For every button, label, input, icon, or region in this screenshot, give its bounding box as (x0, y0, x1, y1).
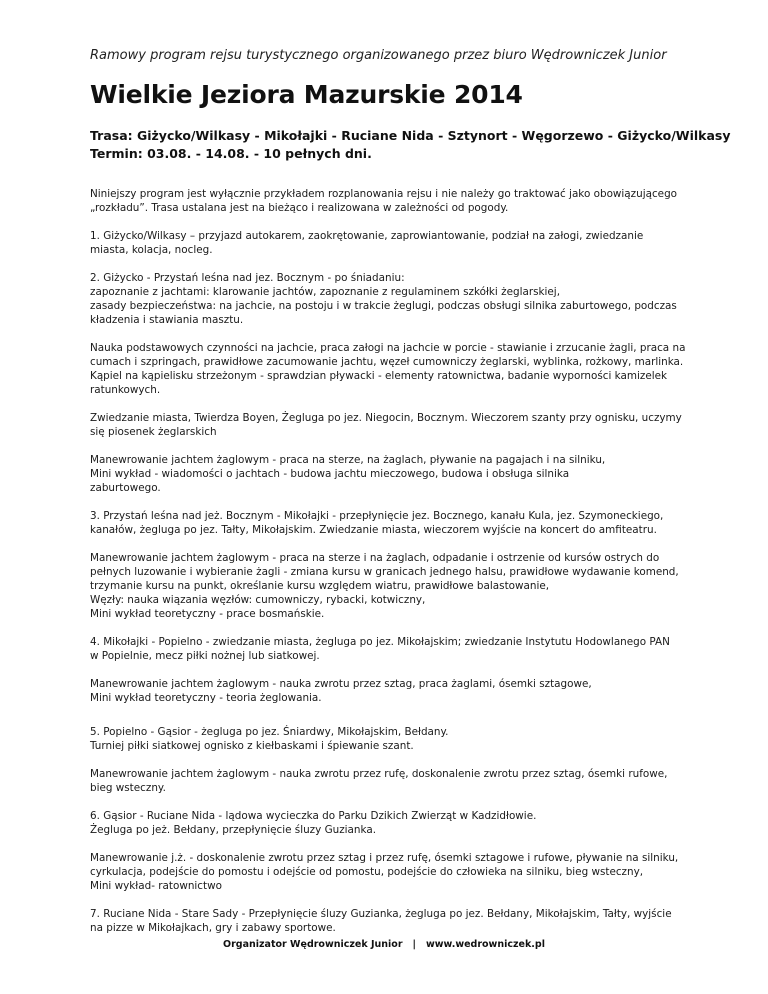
paragraph-line: się piosenek żeglarskich (90, 426, 217, 438)
paragraph (90, 851, 690, 893)
paragraph (90, 809, 690, 837)
paragraph-line: Mini wykład - wiadomości o jachtach - budowa jachtu mieczowego, budowa i obsługa silnika (90, 468, 570, 480)
paragraph-line: zapoznanie z jachtami: klarowanie jachtów, zapoznanie z regulaminem szkółki żeglarskiej, (90, 286, 560, 298)
paragraph-line: Mini wykład teoretyczny - prace bosmańskie. (90, 608, 325, 620)
paragraph-line: kanałów, żegluga po jez. Tałty, Mikołajskim. Zwiedzanie miasta, wieczorem wyjście na koncert do amfiteatru. (90, 524, 657, 536)
route-line: Trasa: Giżycko/Wilkasy - Mikołajki - Ruciane Nida - Sztynort - Węgorzewo - Giżycko/Wilkasy (90, 128, 731, 143)
paragraph (90, 677, 690, 705)
program-body (90, 187, 690, 935)
paragraph-line: Manewrowanie j.ż. - doskonalenie zwrotu przez sztag i przez rufę, ósemki sztagowe i rufowe, pływanie na silniku, (90, 852, 679, 864)
paragraph-line: pełnych luzowanie i wybieranie żagli - zmiana kursu w granicach jednego halsu, prawidłowe wydawanie komend, (90, 566, 679, 578)
paragraph-line: na pizze w Mikołajkach, gry i zabawy sportowe. (90, 922, 336, 934)
document-subtitle: Ramowy program rejsu turystycznego organizowanego przez biuro Wędrowniczek Junior (90, 48, 667, 63)
paragraph-line: 7. Ruciane Nida - Stare Sady - Przepłynięcie śluzy Guzianka, żegluga po jez. Bełdany, Mikołajskim, Tałty, wyjście (90, 908, 672, 920)
paragraph (90, 725, 690, 753)
paragraph-line: ratunkowych. (90, 384, 161, 396)
paragraph-line: 3. Przystań leśna nad jeż. Bocznym - Mikołajki - przepłynięcie jez. Bocznego, kanału Kula, jez. Szymoneckiego, (90, 510, 664, 522)
paragraph-line: w Popielnie, mecz piłki nożnej lub siatkowej. (90, 650, 320, 662)
paragraph-line: trzymanie kursu na punkt, określanie kursu względem wiatru, prawidłowe balastowanie, (90, 580, 550, 592)
paragraph-line: 1. Giżycko/Wilkasy – przyjazd autokarem, zaokrętowanie, zaprowiantowanie, podział na załogi, zwiedzanie (90, 230, 644, 242)
paragraph-line: miasta, kolacja, nocleg. (90, 244, 213, 256)
paragraph-line: 2. Giżycko - Przystań leśna nad jez. Bocznym - po śniadaniu: (90, 272, 405, 284)
term-line: Termin: 03.08. - 14.08. - 10 pełnych dni. (90, 146, 372, 161)
footer-separator: | (412, 939, 416, 950)
document-page (90, 48, 731, 949)
document-title: Wielkie Jeziora Mazurskie 2014 (90, 80, 523, 109)
paragraph-line: zasady bezpieczeństwa: na jachcie, na postoju i w trakcie żeglugi, podczas obsługi silnika zaburtowego, podczas (90, 300, 677, 312)
paragraph-line: kładzenia i stawiania masztu. (90, 314, 244, 326)
paragraph (90, 341, 690, 397)
paragraph-line: Manewrowanie jachtem żaglowym - nauka zwrotu przez rufę, doskonalenie zwrotu przez sztag, ósemki rufowe, (90, 768, 668, 780)
paragraph (90, 453, 690, 495)
paragraph-line: Manewrowanie jachtem żaglowym - nauka zwrotu przez sztag, praca żaglami, ósemki sztagowe, (90, 678, 592, 690)
paragraph-line: Zwiedzanie miasta, Twierdza Boyen, Żegluga po jez. Niegocin, Bocznym. Wieczorem szanty przy ognisku, uczymy (90, 412, 682, 424)
paragraph-line: cumach i szpringach, prawidłowe zacumowanie jachtu, węzeł cumowniczy żeglarski, wyblinka, rożkowy, marlinka. (90, 356, 684, 368)
paragraph (90, 187, 690, 215)
paragraph (90, 411, 690, 439)
paragraph-line: Mini wykład- ratownictwo (90, 880, 222, 892)
paragraph (90, 767, 690, 795)
page-footer (0, 939, 768, 950)
paragraph-line: 4. Mikołajki - Popielno - zwiedzanie miasta, żegluga po jez. Mikołajskim; zwiedzanie Instytutu Hodowlanego PAN (90, 636, 670, 648)
paragraph-line: Niniejszy program jest wyłącznie przykładem rozplanowania rejsu i nie należy go traktować jako obowiązującego (90, 188, 678, 200)
paragraph-line: Mini wykład teoretyczny - teoria żeglowania. (90, 692, 322, 704)
paragraph-line: zaburtowego. (90, 482, 161, 494)
paragraph-line: Manewrowanie jachtem żaglowym - praca na sterze i na żaglach, odpadanie i ostrzenie od kursów ostrych do (90, 552, 660, 564)
paragraph (90, 635, 690, 663)
paragraph-line: Żegluga po jeż. Bełdany, przepłynięcie śluzy Guzianka. (90, 824, 377, 836)
paragraph-line: „rozkładu”. Trasa ustalana jest na bieżąco i realizowana w zależności od pogody. (90, 202, 509, 214)
footer-website: www.wedrowniczek.pl (426, 939, 545, 950)
paragraph-line: 6. Gąsior - Ruciane Nida - lądowa wycieczka do Parku Dzikich Zwierząt w Kadzidłowie. (90, 810, 537, 822)
paragraph (90, 509, 690, 537)
paragraph (90, 551, 690, 621)
paragraph-line: Kąpiel na kąpielisku strzeżonym - sprawdzian pływacki - elementy ratownictwa, badanie wyporności kamizelek (90, 370, 668, 382)
paragraph-line: cyrkulacja, podejście do pomostu i odejście od pomostu, podejście do człowieka na silniku, bieg wsteczny, (90, 866, 644, 878)
footer-organizer: Organizator Wędrowniczek Junior (223, 939, 403, 950)
paragraph-line: 5. Popielno - Gąsior - żegluga po jez. Śniardwy, Mikołajskim, Bełdany. (90, 726, 449, 738)
paragraph-line: Węzły: nauka wiązania węzłów: cumowniczy, rybacki, kotwiczny, (90, 594, 426, 606)
paragraph (90, 271, 690, 327)
paragraph-line: bieg wsteczny. (90, 782, 166, 794)
paragraph-line: Manewrowanie jachtem żaglowym - praca na sterze, na żaglach, pływanie na pagajach i na silniku, (90, 454, 606, 466)
paragraph (90, 907, 690, 935)
paragraph (90, 229, 690, 257)
paragraph-line: Nauka podstawowych czynności na jachcie, praca załogi na jachcie w porcie - stawianie i zrzucanie żagli, praca na (90, 342, 686, 354)
paragraph-line: Turniej piłki siatkowej ognisko z kiełbaskami i śpiewanie szant. (90, 740, 414, 752)
